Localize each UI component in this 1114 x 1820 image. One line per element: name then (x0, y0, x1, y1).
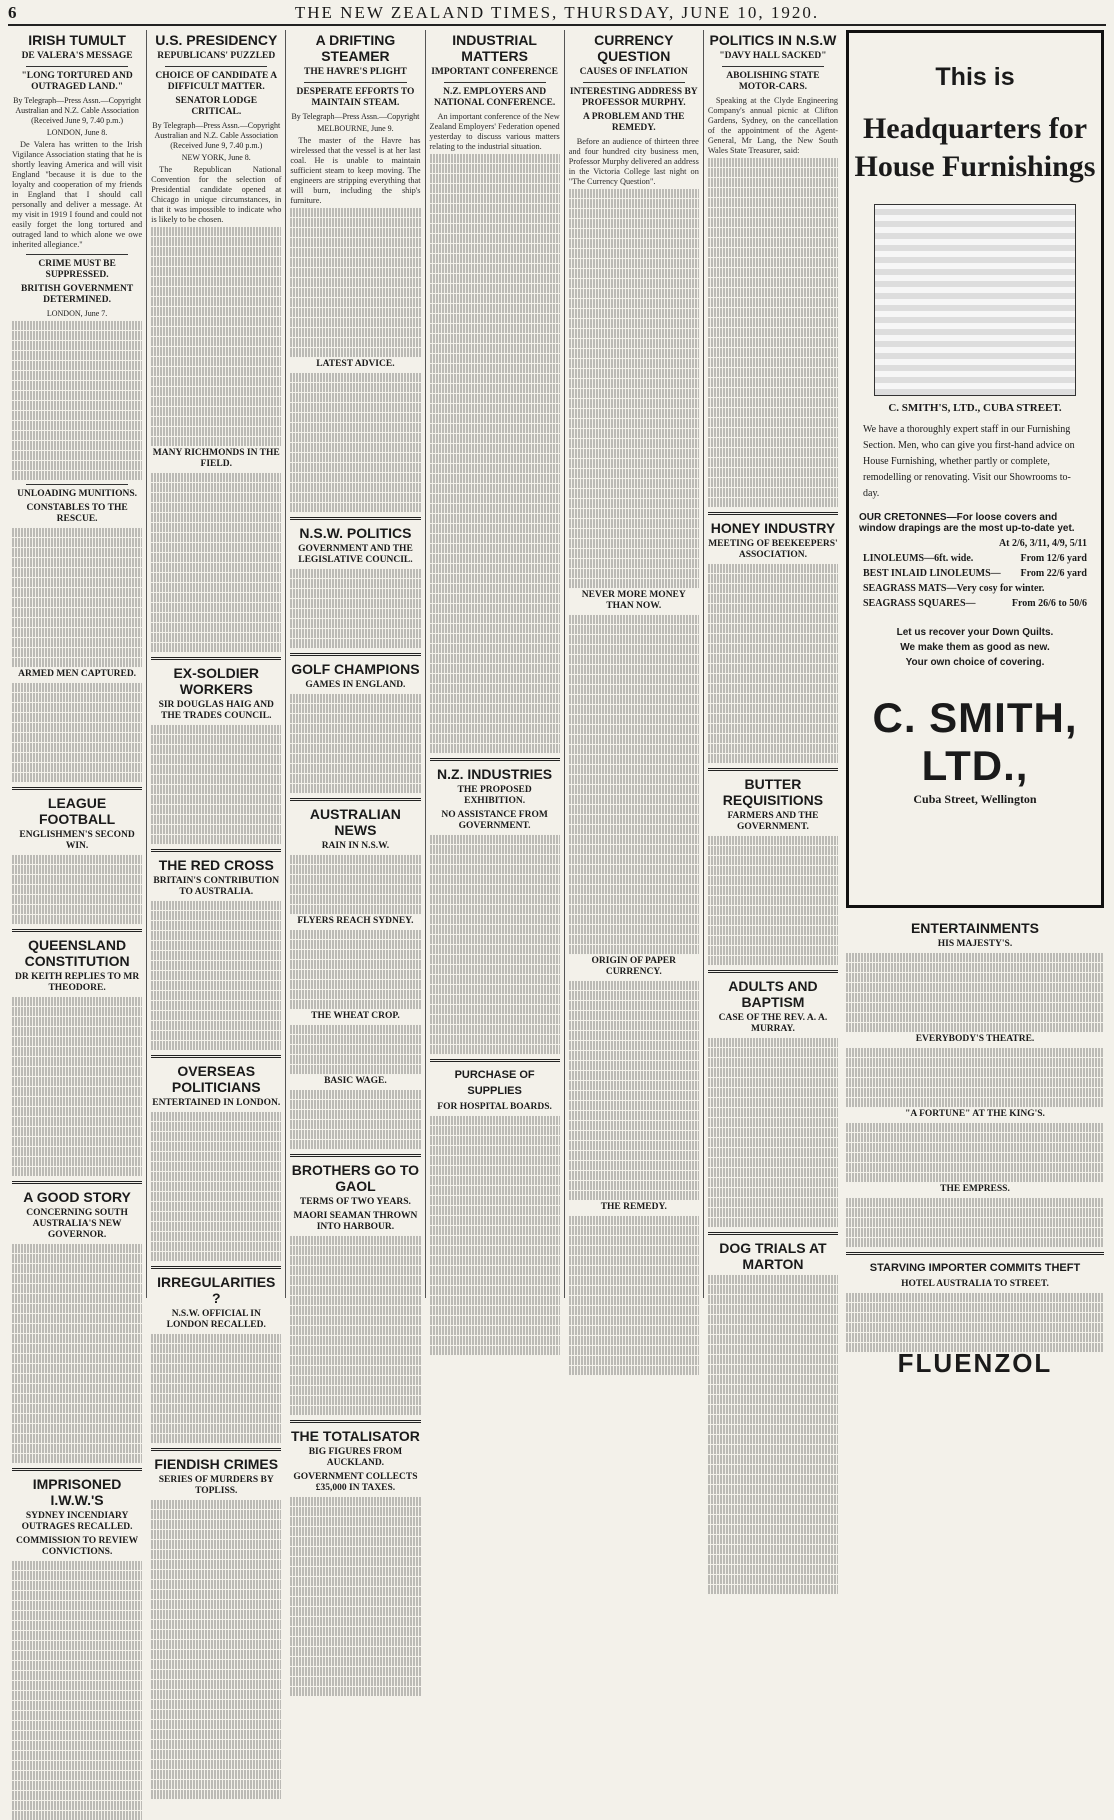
headline: THE TOTALISATOR (291, 1428, 420, 1444)
subheadline: MEETING OF BEEKEEPERS' ASSOCIATION. (708, 539, 838, 560)
ad-item: SEAGRASS MATS—Very cosy for winter. (863, 583, 1045, 594)
ad-price: From 26/6 to 50/6 (1011, 598, 1087, 609)
article-text: De Valera has written to the Irish Vigilance Association stating that he is shortly leaving America and will visit England "because it is due to the loyalty and cooperation of my friends in England that I should call personally and deliver a message. At my visit in 1919 I found and could not easily forget the long tortured and outraged land to which alone we owe inherited allegiance." (12, 140, 143, 249)
subheadline: CRIME MUST BE SUPPRESSED. (38, 259, 116, 280)
subheadline: HOTEL AUSTRALIA TO STREET. (901, 1279, 1049, 1289)
headline: IRISH TUMULT (28, 32, 126, 48)
column-2 (147, 30, 286, 1496)
subheadline: CONCERNING SOUTH AUSTRALIA'S NEW GOVERNOR. (26, 1208, 128, 1240)
credit: By Telegraph—Press Assn.—Copyright (291, 112, 420, 121)
subheadline: SENATOR LODGE CRITICAL. (175, 96, 258, 117)
subheadline: "A FORTUNE" AT THE KING'S. (905, 1109, 1045, 1119)
subheadline: INTERESTING ADDRESS BY PROFESSOR MURPHY. (569, 87, 698, 108)
subheadline: ENTERTAINED IN LONDON. (152, 1098, 281, 1108)
article-text: Before an audience of thirteen three and four hundred city business men, Professor Murphy delivered an address in the Victoria College last night on "The Currency Question". (568, 137, 699, 186)
ad-item: Let us recover your Down Quilts. (896, 627, 1054, 638)
subheadline: NO ASSISTANCE FROM GOVERNMENT. (441, 810, 548, 831)
headline: BUTTER REQUISITIONS (722, 776, 824, 808)
subheadline: CHOICE OF CANDIDATE A DIFFICULT MATTER. (155, 71, 278, 92)
subheadline: REPUBLICANS' PUZZLED (157, 51, 276, 61)
headline: POLITICS IN N.S.W (709, 32, 837, 48)
subheadline: SIR DOUGLAS HAIG AND THE TRADES COUNCIL. (158, 700, 274, 721)
subheadline: ARMED MEN CAPTURED. (18, 669, 137, 679)
credit: By Telegraph—Press Assn.—Copyright Australian and N.Z. Cable Association (Received June 9, 7.40 p.m.) (13, 96, 142, 125)
headline: LEAGUE FOOTBALL (38, 795, 116, 827)
dateline: LONDON, June 7. (46, 309, 108, 318)
subheadline: ABOLISHING STATE MOTOR-CARS. (726, 71, 820, 92)
article-columns (8, 30, 842, 1557)
masthead (8, 2, 1106, 26)
ad-heading: This is (935, 63, 1015, 91)
subheadline: COMMISSION TO REVIEW CONVICTIONS. (16, 1536, 139, 1557)
ad-heading: House Furnishings (854, 150, 1096, 183)
headline: IMPRISONED I.W.W.'S (32, 1476, 122, 1508)
subheadline: N.Z. EMPLOYERS AND NATIONAL CONFERENCE. (433, 87, 556, 108)
dateline: LONDON, June 8. (46, 128, 108, 137)
headline: HONEY INDUSTRY (710, 520, 836, 536)
subheadline: MAORI SEAMAN THROWN INTO HARBOUR. (293, 1211, 418, 1232)
furnishings-advertisement (846, 30, 1104, 908)
dateline: MELBOURNE, June 9. (317, 124, 394, 133)
headline: ADULTS AND BAPTISM (728, 978, 818, 1010)
ad-price: At 2/6, 3/11, 4/9, 5/11 (998, 538, 1087, 549)
ad-heading: Headquarters for (862, 112, 1088, 145)
subheadline: MANY RICHMONDS IN THE FIELD. (152, 448, 280, 469)
column-1 (8, 30, 147, 1557)
ad-text: We have a thoroughly expert staff in our Furnishing Section. Men, who can give you first-hand advice on House Furnishing, whether partly or complete, remodelling or renovating. Visit our Showrooms to-day. (863, 424, 1075, 499)
subheadline: CAUSES OF INFLATION (579, 67, 688, 77)
article-text: The master of the Havre has wirelessed that the vessel is at her last coal. He is unable to maintain sufficient steam to keep moving. The engineers are stripping everything that will burn, including the ship's furniture. (290, 136, 421, 205)
headline: OVERSEAS POLITICIANS (171, 1063, 261, 1095)
dateline: NEW YORK, June 8. (181, 153, 251, 162)
subheadline: "LONG TORTURED AND OUTRAGED LAND." (21, 71, 133, 92)
subheadline: A PROBLEM AND THE REMEDY. (583, 112, 685, 133)
credit: By Telegraph—Press Assn.—Copyright Australian and N.Z. Cable Association (Received June 9, 7.40 p.m.) (152, 121, 281, 150)
headline: EX-SOLDIER WORKERS (173, 665, 260, 697)
subheadline: "DAVY HALL SACKED" (719, 51, 827, 61)
fluenzol-advertisement: FLUENZOL (897, 1348, 1053, 1378)
ad-item: SEAGRASS SQUARES— (863, 598, 976, 609)
subheadline: GOVERNMENT AND THE LEGISLATIVE COUNCIL. (298, 544, 413, 565)
subheadline: CASE OF THE REV. A. A. MURRAY. (718, 1013, 828, 1034)
ad-item: BEST INLAID LINOLEUMS— (863, 568, 1001, 579)
subheadline: CONSTABLES TO THE RESCUE. (26, 503, 128, 524)
article-text: An important conference of the New Zealand Employers' Federation opened yesterday to discuss various matters relating to the industrial situation. (429, 112, 560, 151)
headline: THE RED CROSS (158, 857, 274, 873)
subheadline: FLYERS REACH SYDNEY. (297, 916, 414, 926)
ad-item: We make them as good as new. (900, 642, 1050, 653)
subheadline: SYDNEY INCENDIARY OUTRAGES RECALLED. (21, 1511, 133, 1532)
headline: GOLF CHAMPIONS (291, 661, 420, 677)
subheadline: BRITISH GOVERNMENT DETERMINED. (20, 284, 134, 305)
headline: BROTHERS GO TO GAOL (291, 1162, 420, 1194)
newspaper-title: THE NEW ZEALAND TIMES, THURSDAY, JUNE 10, 1920. (294, 3, 820, 22)
subheadline: EVERYBODY'S THEATRE. (915, 1034, 1035, 1044)
column-3 (286, 30, 425, 1493)
column-5 (565, 30, 704, 1298)
ad-item: Your own choice of covering. (905, 657, 1045, 668)
headline: N.Z. INDUSTRIES (437, 766, 553, 782)
headline: CURRENCY QUESTION (594, 32, 674, 64)
headline: A GOOD STORY (23, 1189, 131, 1205)
ad-price: From 12/6 yard (1020, 553, 1087, 564)
subheadline: THE WHEAT CROP. (311, 1011, 400, 1021)
subheadline: LATEST ADVICE. (316, 359, 395, 369)
headline: AUSTRALIAN NEWS (309, 806, 401, 838)
headline: ENTERTAINMENTS (910, 920, 1040, 936)
subheadline: GAMES IN ENGLAND. (305, 680, 406, 690)
column-6 (704, 30, 842, 1298)
subheadline: BIG FIGURES FROM AUCKLAND. (308, 1447, 403, 1468)
article-text: The Republican National Convention for the selection of Presidential candidate opened at Chicago in unique circumstances, in that it was impossible to indicate who is likely to be chosen. (151, 165, 282, 224)
subheadline: DE VALERA'S MESSAGE (21, 51, 133, 61)
ad-price: From 22/6 yard (1020, 568, 1087, 579)
headline: U.S. PRESIDENCY (155, 32, 278, 48)
subheadline: UNLOADING MUNITIONS. (17, 489, 137, 499)
headline: A DRIFTING STEAMER (315, 32, 396, 64)
subheadline: THE EMPRESS. (940, 1184, 1010, 1194)
subheadline: THE HAVRE'S PLIGHT (304, 67, 407, 77)
subheadline: DR KEITH REPLIES TO MR THEODORE. (14, 972, 140, 993)
headline: DOG TRIALS AT MARTON (719, 1240, 827, 1272)
subheadline: N.S.W. OFFICIAL IN LONDON RECALLED. (166, 1309, 266, 1330)
subheadline: SERIES OF MURDERS BY TOPLISS. (158, 1475, 274, 1496)
subheadline: TERMS OF TWO YEARS. (299, 1197, 411, 1207)
store-building-illustration (874, 204, 1076, 396)
subheadline: GOVERNMENT COLLECTS £35,000 IN TAXES. (293, 1472, 418, 1493)
subheadline: THE REMEDY. (600, 1202, 667, 1212)
subheadline: FOR HOSPITAL BOARDS. (437, 1102, 552, 1112)
subheadline: HIS MAJESTY'S. (937, 939, 1013, 949)
headline: INDUSTRIAL MATTERS (452, 32, 537, 64)
subheadline: NEVER MORE MONEY THAN NOW. (581, 590, 686, 611)
entertainments-column (846, 918, 1104, 1378)
ad-company-name: C. SMITH, LTD., (872, 694, 1078, 789)
headline: IRREGULARITIES ? (157, 1274, 276, 1306)
subheadline: RAIN IN N.S.W. (321, 841, 390, 851)
headline: QUEENSLAND CONSTITUTION (24, 937, 130, 969)
headline: PURCHASE OF SUPPLIES (454, 1069, 535, 1097)
subheadline: BRITAIN'S CONTRIBUTION TO AUSTRALIA. (153, 876, 280, 897)
article-text: Speaking at the Clyde Engineering Company's annual picnic at Clifton Gardens, Sydney, on the cancellation of the appointment of the Agent-General, Mr Lang, the New South Wales State Treasurer, said: (707, 96, 839, 155)
ad-address: C. SMITH'S, LTD., CUBA STREET. (888, 402, 1062, 414)
subheadline: ORIGIN OF PAPER CURRENCY. (591, 956, 676, 977)
column-4 (426, 30, 565, 1298)
headline: N.S.W. POLITICS (299, 525, 412, 541)
page-number: 6 (8, 3, 17, 22)
subheadline: IMPORTANT CONFERENCE (431, 67, 558, 77)
headline: FIENDISH CRIMES (154, 1456, 279, 1472)
subheadline: ENGLISHMEN'S SECOND WIN. (19, 830, 135, 851)
subheadline: DESPERATE EFFORTS TO MAINTAIN STEAM. (296, 87, 415, 108)
headline: STARVING IMPORTER COMMITS THEFT (869, 1262, 1081, 1274)
ad-item: LINOLEUMS—6ft. wide. (863, 553, 974, 564)
ad-location: Cuba Street, Wellington (913, 792, 1037, 806)
subheadline: THE PROPOSED EXHIBITION. (457, 785, 532, 806)
subheadline: FARMERS AND THE GOVERNMENT. (727, 811, 819, 832)
subheadline: BASIC WAGE. (324, 1076, 387, 1086)
ad-item: OUR CRETONNES—For loose covers and window drapings are the most up-to-date yet. (859, 512, 1075, 534)
